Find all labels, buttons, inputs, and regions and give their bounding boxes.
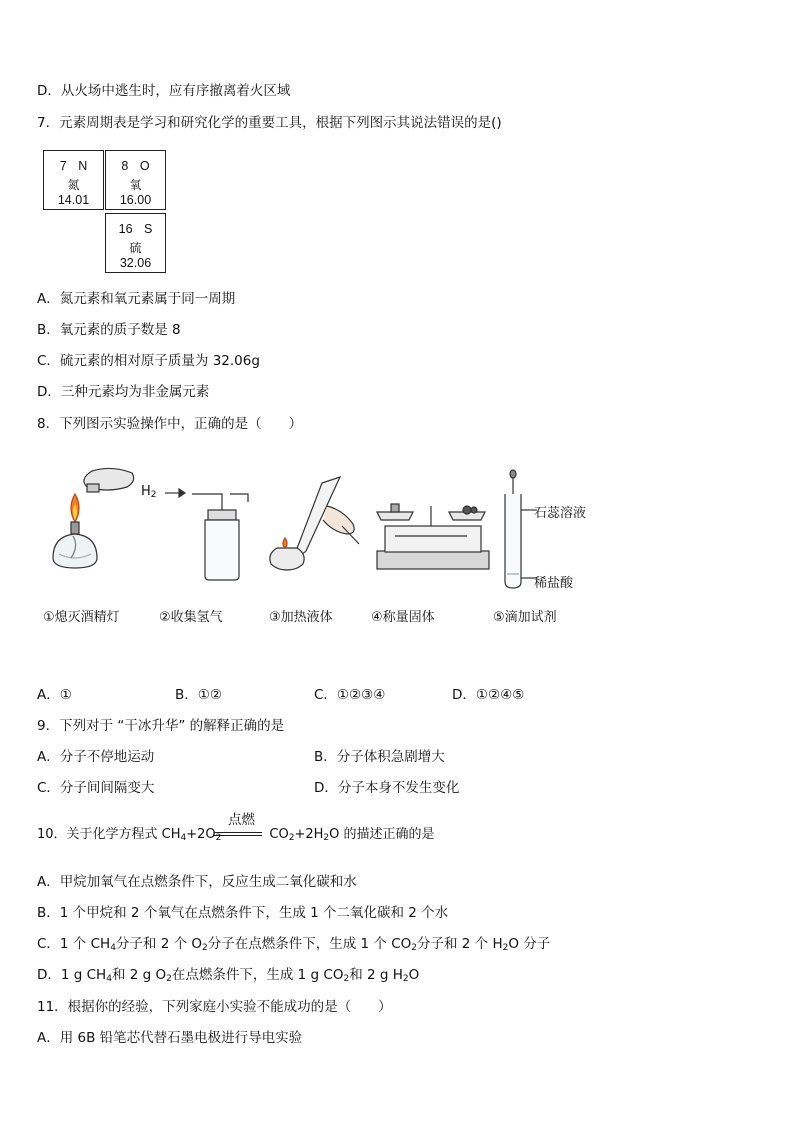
q9-option-c: C．分子间间隔变大 [37,780,155,796]
alcohol-lamp-illustration [53,468,134,568]
periodic-table-excerpt [43,150,167,274]
element-symbol: S [144,222,153,236]
caption-2: ②收集氢气 [159,610,223,625]
element-symbol: O [139,159,150,173]
atomic-mass: 14.01 [57,193,90,207]
element-name: 硫 [129,241,142,255]
balance-illustration [377,504,489,569]
q7-option-c: C．硫元素的相对原子质量为 32.06g [37,353,260,369]
hydrogen-label: $H_2$ [141,484,157,500]
q8-option-b: B．①② [175,687,222,703]
caption-4: ④称量固体 [371,610,435,625]
q10-option-b: B．1 个甲烷和 2 个氧气在点燃条件下，生成 1 个二氧化碳和 2 个水 [37,905,449,921]
element-cell-sulfur [105,213,166,273]
element-symbol: N [78,159,88,173]
q9-stem: 9．下列对于 “干冰升华” 的解释正确的是 [37,718,285,734]
lab-operations-figure [37,466,597,626]
q11-option-a: A．用 6B 铅笔芯代替石墨电极进行导电实验 [37,1030,303,1046]
q7-option-d: D．三种元素均为非金属元素 [37,384,210,400]
q8-stem: 8．下列图示实验操作中，正确的是（ ） [37,416,303,432]
dropper-tube-illustration [505,470,537,588]
atomic-mass: 32.06 [119,256,152,270]
atomic-number: 8 [121,159,129,173]
caption-5: ⑤滴加试剂 [493,610,557,625]
q8-option-d: D．①②④⑤ [452,687,525,703]
q10-option-d: D．1 g $CH_4$和 2 g $O_2$在点燃条件下，生成 1 g $CO_2$和 2 g $H_2O$ [37,967,420,984]
element-name: 氮 [67,178,80,192]
q11-stem: 11．根据你的经验，下列家庭小实验不能成功的是（ ） [37,999,392,1015]
element-cell-oxygen [105,150,166,210]
q6-option-d: D．从火场中逃生时，应有序撤离着火区域 [37,83,291,99]
q9-option-d: D．分子本身不发生变化 [314,780,460,796]
atomic-number: 16 [118,222,133,236]
heating-liquid-illustration [270,477,359,570]
caption-3: ③加热液体 [269,610,333,625]
q7-option-a: A．氮元素和氧元素属于同一周期 [37,291,236,307]
q10-option-a: A．甲烷加氧气在点燃条件下，反应生成二氧化碳和水 [37,874,357,890]
element-cell-nitrogen [43,150,104,210]
reaction-condition: 点燃 [228,812,255,828]
q8-option-c: C．①②③④ [314,687,386,703]
element-name: 氧 [129,178,142,192]
caption-1: ①熄灭酒精灯 [43,610,120,625]
q9-option-b: B．分子体积急剧增大 [314,749,445,765]
acid-label: 稀盐酸 [534,576,574,591]
gas-bottle-illustration [165,489,248,580]
q9-option-a: A．分子不停地运动 [37,749,155,765]
atomic-mass: 16.00 [119,193,152,207]
lab-illustrations [37,466,597,606]
atomic-number: 7 [59,159,67,173]
q10-stem: 10．关于化学方程式 $CH_4+2O_2$ $CO_2+2H_2O$ 的描述正确的是 [37,827,435,843]
q7-option-b: B．氧元素的质子数是 8 [37,322,181,338]
q10-option-c: C．1 个 $CH_4$分子和 2 个 $O_2$分子在点燃条件下，生成 1 个 $CO_2$分子和 2 个 $H_2O$ 分子 [37,936,551,953]
q8-option-a: A．① [37,687,72,703]
q7-stem: 7．元素周期表是学习和研究化学的重要工具，根据下列图示其说法错误的是() [37,115,502,131]
litmus-label: 石蕊溶液 [534,506,587,521]
